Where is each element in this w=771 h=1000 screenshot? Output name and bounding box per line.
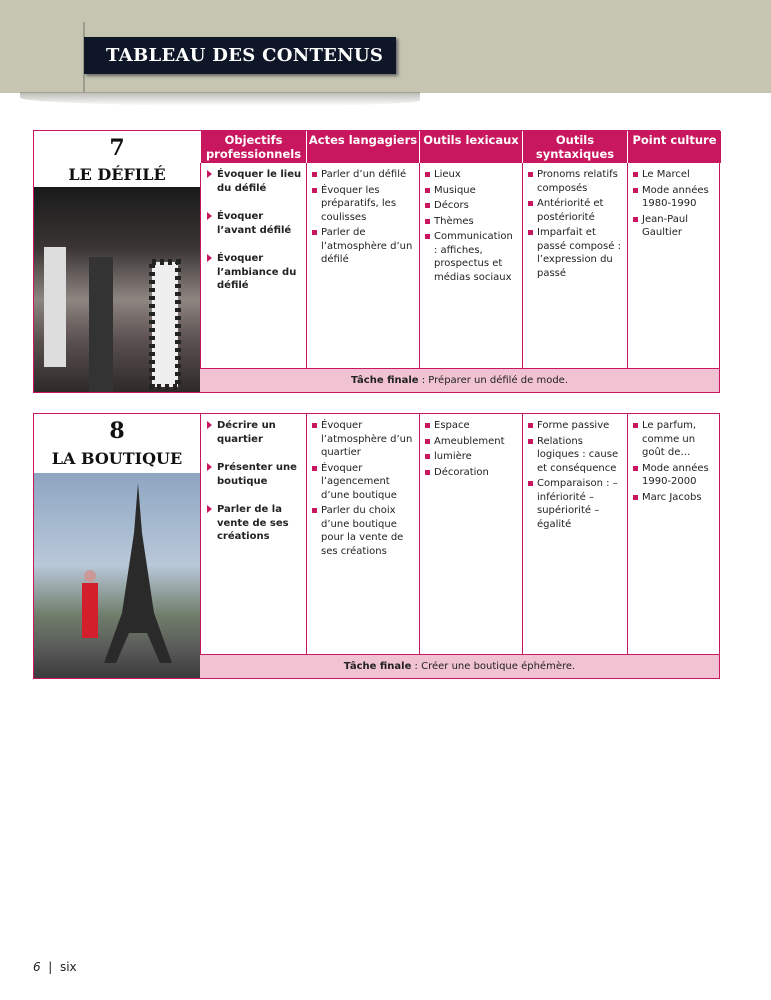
syntaxiques-item: Pronoms relatifs composés: [528, 168, 624, 195]
tache-text: : Préparer un défilé de mode.: [418, 375, 568, 386]
culture-cell: [627, 163, 721, 369]
lexicaux-item: Ameublement: [425, 435, 519, 449]
tache-label: Tâche finale: [351, 375, 419, 386]
unit-name: LA BOUTIQUE: [51, 449, 183, 468]
runway-image: [34, 187, 200, 392]
tache-finale: [200, 368, 719, 392]
column-header: Objectifs professionnels: [200, 131, 306, 163]
syntaxiques-cell: [522, 163, 627, 369]
culture-item: Marc Jacobs: [633, 491, 718, 505]
lexicaux-cell: [419, 414, 522, 655]
unit-header: [34, 131, 200, 392]
lexicaux-item: Décoration: [425, 466, 519, 480]
unit-photo: [34, 473, 200, 678]
syntaxiques-cell: [522, 414, 627, 655]
actes-item: Parler d’un défilé: [312, 168, 416, 182]
culture-item: Mode années 1980-1990: [633, 184, 718, 211]
page-title: TABLEAU DES CONTENUS: [84, 37, 396, 74]
unit-8: [33, 413, 720, 679]
unit-number: 8: [109, 418, 125, 444]
objectifs-item: Décrire un quartier: [206, 419, 303, 446]
syntaxiques-item: Comparaison : – infériorité – supériorité – égalité: [528, 477, 624, 531]
column-header: Actes langagiers: [306, 131, 419, 163]
lexicaux-item: Espace: [425, 419, 519, 433]
unit-number: 7: [109, 135, 125, 161]
actes-item: Évoquer l’agencement d’une boutique: [312, 462, 416, 503]
actes-cell: [306, 163, 419, 369]
unit-name: LE DÉFILÉ: [68, 165, 166, 184]
page-footer: [33, 960, 77, 974]
unit-photo: [34, 187, 200, 392]
unit-header: [34, 414, 200, 678]
actes-item: Parler de l’atmosphère d’un défilé: [312, 226, 416, 267]
syntaxiques-item: Imparfait et passé composé : l’expression du passé: [528, 226, 624, 280]
column-header: Point culture: [627, 131, 721, 163]
tache-finale: [200, 654, 719, 678]
actes-item: Parler du choix d’une boutique pour la vente de ses créations: [312, 504, 416, 558]
actes-item: Évoquer les préparatifs, les coulisses: [312, 184, 416, 225]
lexicaux-item: Thèmes: [425, 215, 519, 229]
lexicaux-item: Communication : affiches, prospectus et médias sociaux: [425, 230, 519, 284]
lexicaux-item: Décors: [425, 199, 519, 213]
page-word: six: [59, 960, 77, 974]
culture-item: Mode années 1990-2000: [633, 462, 718, 489]
culture-item: Jean-Paul Gaultier: [633, 213, 718, 240]
column-header: Outils syntaxiques: [522, 131, 627, 163]
objectifs-item: Parler de la vente de ses créations: [206, 503, 303, 544]
culture-item: Le parfum, comme un goût de…: [633, 419, 718, 460]
objectifs-item: Évoquer le lieu du défilé: [206, 168, 303, 195]
footer-separator: |: [48, 960, 53, 974]
banner-shadow: [20, 92, 420, 106]
objectifs-item: Évoquer l’ambiance du défilé: [206, 252, 303, 293]
actes-item: Évoquer l’atmosphère d’un quartier: [312, 419, 416, 460]
tache-text: : Créer une boutique éphémère.: [411, 661, 576, 672]
actes-cell: [306, 414, 419, 655]
lexicaux-cell: [419, 163, 522, 369]
objectifs-cell: [200, 414, 306, 655]
eiffel-tower-image: [34, 473, 200, 678]
objectifs-item: Évoquer l’avant défilé: [206, 210, 303, 237]
syntaxiques-item: Relations logiques : cause et conséquence: [528, 435, 624, 476]
lexicaux-item: lumière: [425, 450, 519, 464]
syntaxiques-item: Antériorité et postériorité: [528, 197, 624, 224]
lexicaux-item: Musique: [425, 184, 519, 198]
column-header: Outils lexicaux: [419, 131, 522, 163]
lexicaux-item: Lieux: [425, 168, 519, 182]
objectifs-cell: [200, 163, 306, 369]
tache-label: Tâche finale: [343, 661, 412, 672]
syntaxiques-item: Forme passive: [528, 419, 624, 433]
page-number: 6: [33, 960, 41, 974]
culture-cell: [627, 414, 721, 655]
unit-7: [33, 130, 720, 393]
culture-item: Le Marcel: [633, 168, 718, 182]
objectifs-item: Présenter une boutique: [206, 461, 303, 488]
